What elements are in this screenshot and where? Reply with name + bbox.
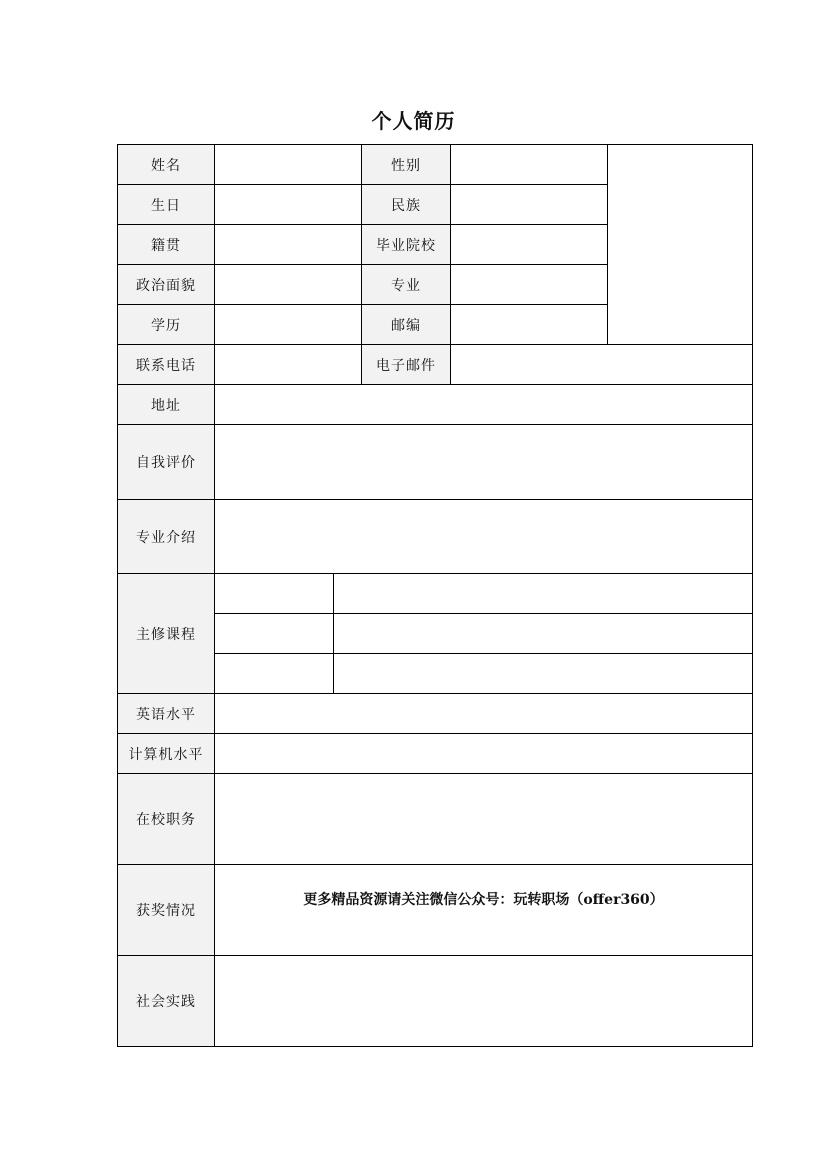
row-address bbox=[118, 385, 753, 425]
resume-table bbox=[117, 144, 753, 1047]
address-label: 地址 bbox=[118, 385, 215, 425]
course-name-field[interactable] bbox=[215, 654, 334, 694]
row-major-intro bbox=[118, 500, 753, 574]
row-computer-level bbox=[118, 734, 753, 774]
birthday-label: 生日 bbox=[118, 185, 215, 225]
course-detail-field[interactable] bbox=[334, 654, 753, 694]
ethnicity-field[interactable] bbox=[451, 185, 608, 225]
page-title: 个人简历 bbox=[371, 109, 456, 133]
name-label: 姓名 bbox=[118, 145, 215, 185]
campus-positions-label: 在校职务 bbox=[118, 774, 215, 865]
native-place-field[interactable] bbox=[215, 225, 362, 265]
english-level-label: 英语水平 bbox=[118, 694, 215, 734]
course-detail-field[interactable] bbox=[334, 574, 753, 614]
email-label: 电子邮件 bbox=[362, 345, 451, 385]
awards-label: 获奖情况 bbox=[118, 865, 215, 956]
course-detail-field[interactable] bbox=[334, 614, 753, 654]
postcode-field[interactable] bbox=[451, 305, 608, 345]
row-campus-positions bbox=[118, 774, 753, 865]
course-name-field[interactable] bbox=[215, 574, 334, 614]
gender-label: 性别 bbox=[362, 145, 451, 185]
row-course-1 bbox=[118, 574, 753, 614]
row-social-practice bbox=[118, 956, 753, 1047]
awards-field[interactable] bbox=[215, 865, 753, 956]
computer-level-label: 计算机水平 bbox=[118, 734, 215, 774]
computer-level-field[interactable] bbox=[215, 734, 753, 774]
self-evaluation-label: 自我评价 bbox=[118, 425, 215, 500]
phone-label: 联系电话 bbox=[118, 345, 215, 385]
main-courses-label: 主修课程 bbox=[118, 574, 215, 694]
awards-note: 更多精品资源请关注微信公众号：玩转职场（offer360） bbox=[303, 892, 664, 908]
row-name-gender bbox=[118, 145, 753, 185]
social-practice-field[interactable] bbox=[215, 956, 753, 1047]
native-place-label: 籍贯 bbox=[118, 225, 215, 265]
postcode-label: 邮编 bbox=[362, 305, 451, 345]
english-level-field[interactable] bbox=[215, 694, 753, 734]
education-field[interactable] bbox=[215, 305, 362, 345]
social-practice-label: 社会实践 bbox=[118, 956, 215, 1047]
political-status-label: 政治面貌 bbox=[118, 265, 215, 305]
school-field[interactable] bbox=[451, 225, 608, 265]
ethnicity-label: 民族 bbox=[362, 185, 451, 225]
school-label: 毕业院校 bbox=[362, 225, 451, 265]
course-name-field[interactable] bbox=[215, 614, 334, 654]
major-intro-field[interactable] bbox=[215, 500, 753, 574]
phone-field[interactable] bbox=[215, 345, 362, 385]
row-english-level bbox=[118, 694, 753, 734]
major-field[interactable] bbox=[451, 265, 608, 305]
row-self-evaluation bbox=[118, 425, 753, 500]
name-field[interactable] bbox=[215, 145, 362, 185]
major-label: 专业 bbox=[362, 265, 451, 305]
self-evaluation-field[interactable] bbox=[215, 425, 753, 500]
major-intro-label: 专业介绍 bbox=[118, 500, 215, 574]
campus-positions-field[interactable] bbox=[215, 774, 753, 865]
photo-box[interactable] bbox=[608, 145, 753, 345]
gender-field[interactable] bbox=[451, 145, 608, 185]
address-field[interactable] bbox=[215, 385, 753, 425]
birthday-field[interactable] bbox=[215, 185, 362, 225]
row-phone-email bbox=[118, 345, 753, 385]
row-awards bbox=[118, 865, 753, 956]
email-field[interactable] bbox=[451, 345, 753, 385]
education-label: 学历 bbox=[118, 305, 215, 345]
political-status-field[interactable] bbox=[215, 265, 362, 305]
